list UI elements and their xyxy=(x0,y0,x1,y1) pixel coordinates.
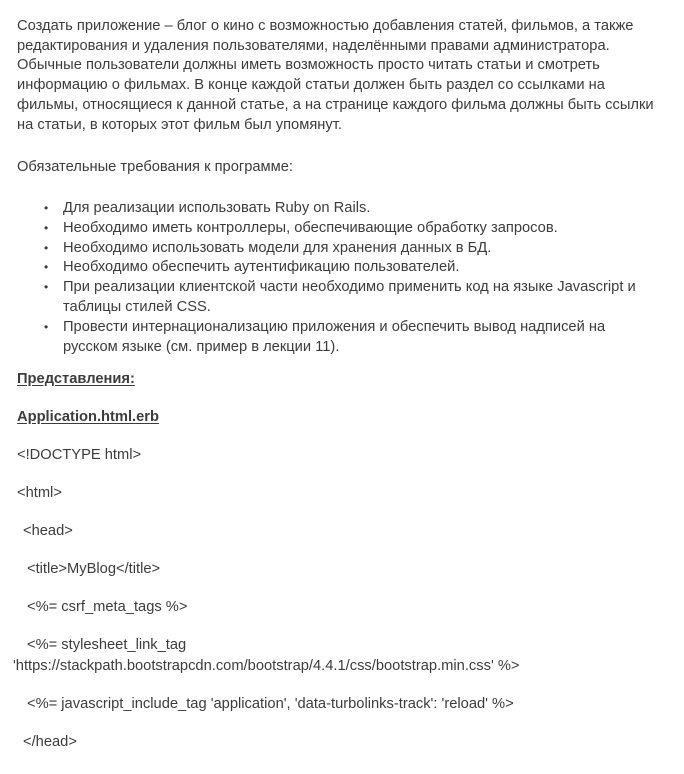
list-item xyxy=(43,278,655,318)
list-item-text: Необходимо обеспечить аутентификацию пользователей. xyxy=(63,259,460,276)
list-item xyxy=(43,258,655,278)
requirements-heading: Обязательные требования к программе: xyxy=(17,159,293,176)
views-heading: Представления: xyxy=(17,371,135,388)
list-item-text: Необходимо иметь контроллеры, обеспечивающие обработку запросов. xyxy=(63,219,558,236)
list-item-text: Провести интернационализацию приложения и обеспечить вывод надписей на русском языке (см. пример в лекции 11). xyxy=(63,318,606,355)
bullet-icon: • xyxy=(44,280,49,295)
list-item-text: При реализации клиентской части необходимо применить код на языке Javascript и таблицы стилей CSS. xyxy=(63,279,636,315)
list-item-text: Необходимо использовать модели для хранения данных в БД. xyxy=(63,239,492,256)
code-line: <%= stylesheet_link_tag xyxy=(27,636,187,653)
file-heading: Application.html.erb xyxy=(17,409,159,425)
list-item-text: Для реализации использовать Ruby on Rails. xyxy=(63,199,371,216)
list-item xyxy=(43,219,655,239)
list-item xyxy=(43,199,655,219)
bullet-icon: • xyxy=(44,240,49,255)
code-line: <%= csrf_meta_tags %> xyxy=(27,598,188,615)
bullet-icon: • xyxy=(44,260,49,275)
code-line: <head> xyxy=(23,522,73,539)
bullet-icon: • xyxy=(44,220,49,235)
code-block xyxy=(13,446,667,753)
code-line: <title>MyBlog</title> xyxy=(27,560,161,577)
code-line: </head> xyxy=(23,733,77,750)
code-line: <!DOCTYPE html> xyxy=(17,446,142,463)
bullet-icon: • xyxy=(44,200,49,215)
code-line: <html> xyxy=(17,484,62,501)
code-line: <%= javascript_include_tag 'application', 'data-turbolinks-track': 'reload' %> xyxy=(27,695,514,712)
requirements-list xyxy=(43,199,655,357)
code-line: 'https://stackpath.bootstrapcdn.com/bootstrap/4.4.1/css/bootstrap.min.css' %> xyxy=(13,657,520,674)
list-item xyxy=(43,318,655,358)
list-item xyxy=(43,239,655,259)
intro-paragraph: Создать приложение – блог о кино с возможностью добавления статей, фильмов, а также редактирования и удаления пользователями, наделёнными правами администратора. Обычные пользователи должны иметь возможность просто читать статьи и смотреть информацию о фильмах. В конце каждой статьи должен быть раздел со ссылками на фильмы, относящиеся к данной статье, а на странице каждого фильма должны быть ссылки на статьи, в которых этот фильм был упомянут. xyxy=(17,18,654,133)
bullet-icon: • xyxy=(44,319,49,334)
